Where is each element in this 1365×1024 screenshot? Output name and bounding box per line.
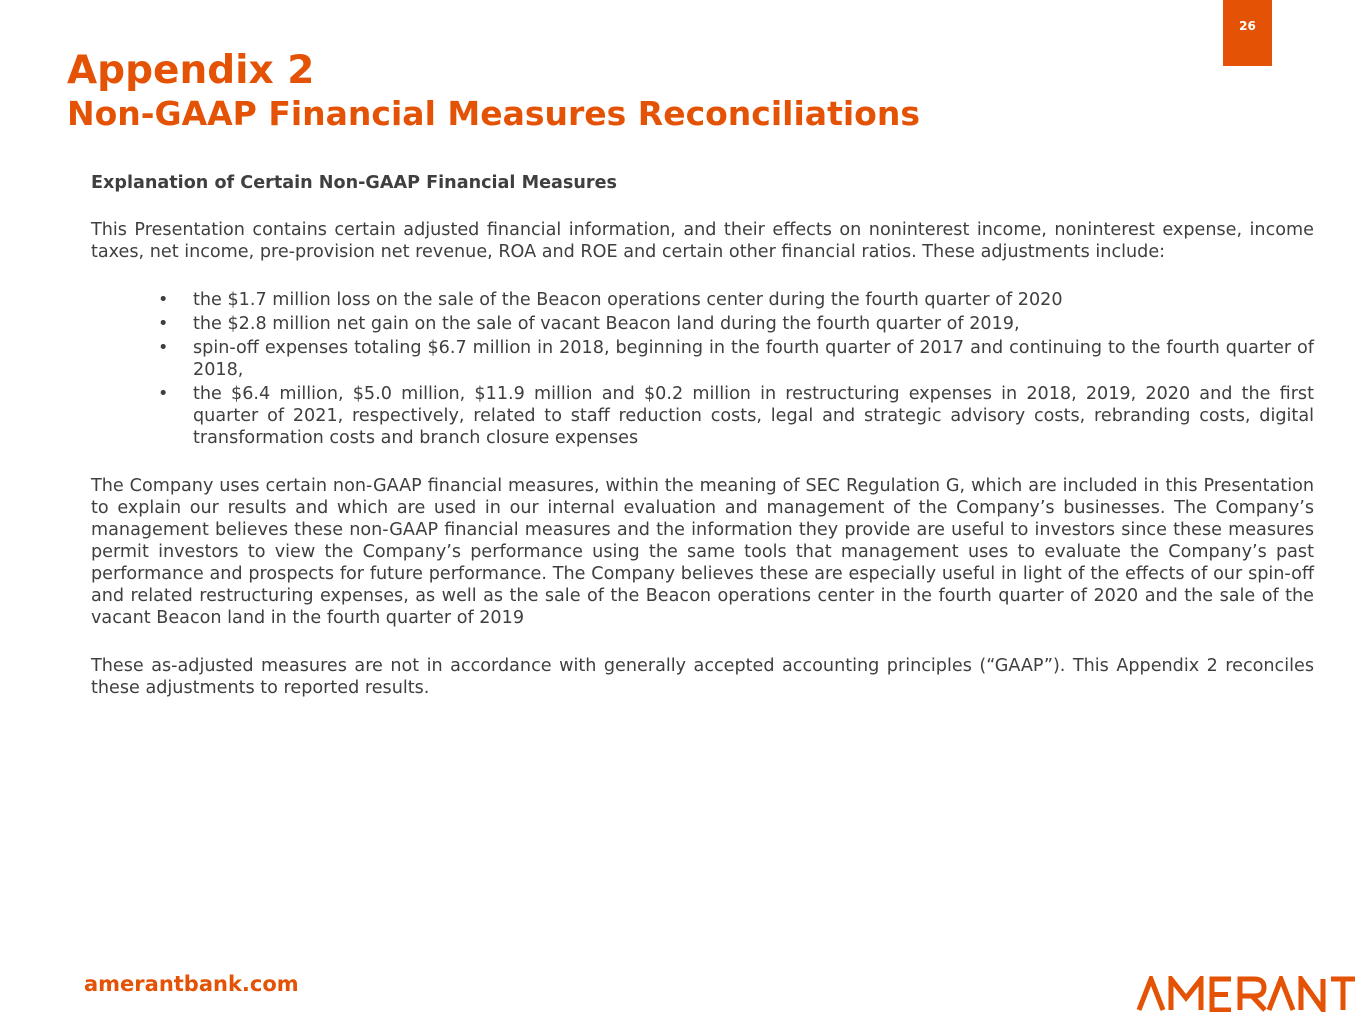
page-title: Appendix 2 <box>67 48 315 93</box>
list-item-text: the $1.7 million loss on the sale of the Beacon operations center during the fourth quarter of 2020 <box>193 290 1063 310</box>
bullet-icon: • <box>158 314 169 334</box>
slide-header <box>67 48 920 134</box>
page-subtitle: Non-GAAP Financial Measures Reconciliations <box>67 94 920 133</box>
list-item <box>158 337 1314 381</box>
list-item <box>158 383 1314 449</box>
bullet-icon: • <box>158 384 169 404</box>
list-item-text: the $2.8 million net gain on the sale of vacant Beacon land during the fourth quarter of 2019, <box>193 314 1020 334</box>
explanation-paragraph: The Company uses certain non-GAAP financial measures, within the meaning of SEC Regulation G, which are included in this Presentation to explain our results and which are used in our internal evaluation and management of the Company’s businesses. The Company’s management believes these non-GAAP financial measures and the information they provide are useful to investors since these measures permit investors to view the Company’s performance using the same tools that management uses to evaluate the Company’s past performance and prospects for future performance. The Company believes these are especially useful in light of the effects of our spin-off and related restructuring expenses, as well as the sale of the Beacon operations center in the fourth quarter of 2020 and the sale of the vacant Beacon land in the fourth quarter of 2019 <box>91 476 1314 628</box>
intro-paragraph: This Presentation contains certain adjusted financial information, and their effects on noninterest income, noninterest expense, income taxes, net income, pre-provision net revenue, ROA and ROE and certain other financial ratios. These adjustments include: <box>91 220 1314 262</box>
list-item <box>158 289 1314 311</box>
list-item-text: spin-off expenses totaling $6.7 million in 2018, beginning in the fourth quarter of 2017 and continuing to the fourth quarter of 2018, <box>193 338 1314 380</box>
amerant-logo <box>1136 976 1356 1012</box>
bullet-icon: • <box>158 290 169 310</box>
bullet-icon: • <box>158 338 169 358</box>
list-item <box>158 313 1314 335</box>
footer-website-link[interactable]: amerantbank.com <box>84 972 299 996</box>
page-number-badge <box>1223 0 1272 66</box>
page-number: 26 <box>1239 19 1256 33</box>
adjustments-list <box>91 289 1314 449</box>
gaap-note-paragraph: These as-adjusted measures are not in accordance with generally accepted accounting principles (“GAAP”). This Appendix 2 reconciles these adjustments to reported results. <box>91 656 1314 698</box>
list-item-text: the $6.4 million, $5.0 million, $11.9 million and $0.2 million in restructuring expenses in 2018, 2019, 2020 and the first quarter of 2021, respectively, related to staff reduction costs, legal and strategic advisory costs, rebranding costs, digital transformation costs and branch closure expenses <box>193 384 1314 448</box>
body-content <box>91 172 1314 699</box>
section-heading: Explanation of Certain Non-GAAP Financial Measures <box>91 173 617 193</box>
